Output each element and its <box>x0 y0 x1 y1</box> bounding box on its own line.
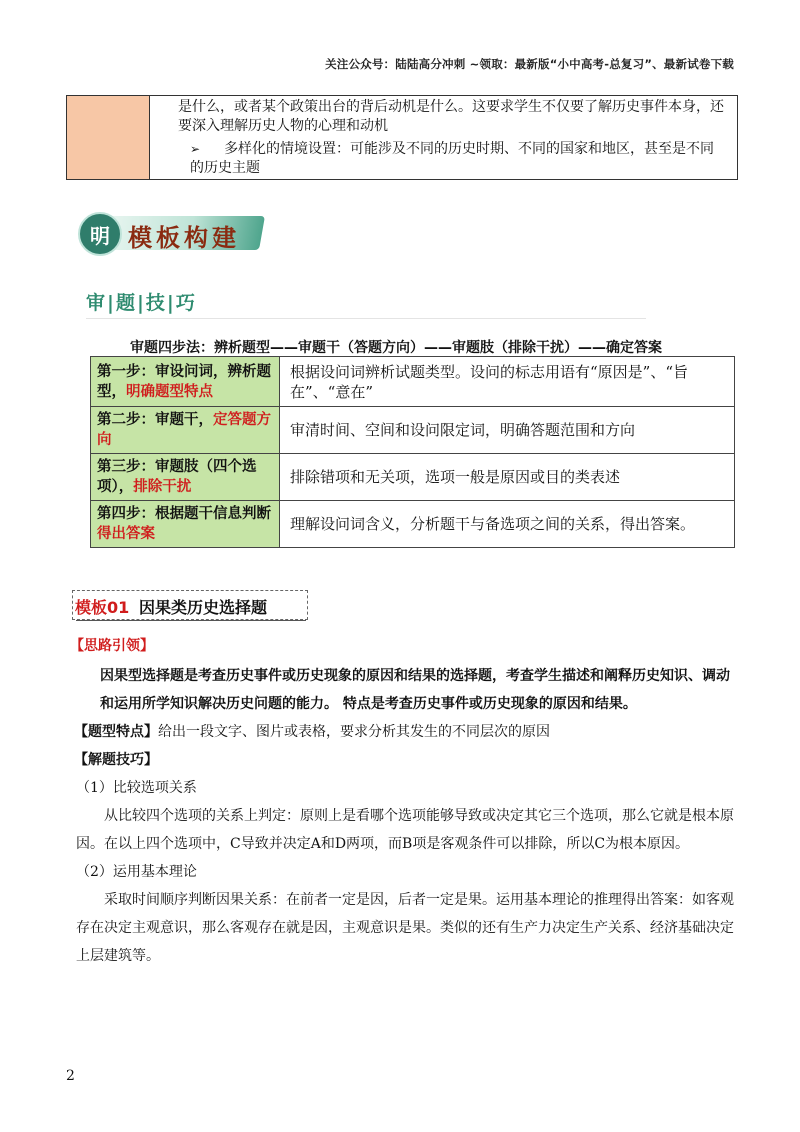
subtext-1: 从比较四个选项的关系上判定：原则上是看哪个选项能够导致或决定其它三个选项，那么它就是根本原因。在以上四个选项中，C导致并决定A和D两项，而B项是客观条件可以排除，所以C为根本原因。 <box>76 808 734 852</box>
continuation-label-cell <box>67 96 150 179</box>
idea-paragraph: 因果型选择题是考查历史事件或历史现象的原因和结果的选择题，考查学生描述和阐释历史知识、调动和运用所学知识解决历史问题的能力。 特点是考查历史事件或历史现象的原因和结果。 <box>100 668 730 712</box>
step-label: 第四步：根据题干信息判断得出答案 <box>91 501 280 548</box>
step-description: 排除错项和无关项，选项一般是原因或目的类表述 <box>280 454 735 501</box>
page-number: 2 <box>66 1068 75 1084</box>
bullet-text: 多样化的情境设置：可能涉及不同的历史时期、不同的国家和地区，甚至是不同的历史主题 <box>190 141 715 176</box>
step-label: 第二步：审题干，定答题方向 <box>91 407 280 454</box>
table-row <box>91 501 735 548</box>
continuation-table <box>66 95 738 180</box>
idea-heading: 【思路引领】 <box>70 638 154 654</box>
step-description: 理解设问词含义，分析题干与备选项之间的关系，得出答案。 <box>280 501 735 548</box>
feature-line <box>74 718 736 746</box>
steps-table <box>90 356 735 548</box>
template-tag: 模板01 <box>75 598 130 617</box>
step-description: 根据设问词辨析试题类型。设问的标志用语有“原因是”、“旨在”、“意在” <box>280 357 735 407</box>
step-label: 第一步：审设问词，辨析题型，明确题型特点 <box>91 357 280 407</box>
skill-heading: 审|题|技|巧 <box>86 292 197 314</box>
skill-label: 【解题技巧】 <box>74 752 158 768</box>
step-label: 第三步：审题肢（四个选项），排除干扰 <box>91 454 280 501</box>
divider <box>86 318 646 319</box>
subtext-2: 采取时间顺序判断因果关系：在前者一定是因，后者一定是果。运用基本理论的推理得出答案：如客观存在决定主观意识，那么客观存在就是因，主观意识是果。类似的还有生产力决定生产关系、经济基础决定上层建筑等。 <box>76 892 734 964</box>
subheading-2: （2）运用基本理论 <box>76 864 197 880</box>
step-description: 审清时间、空间和设问限定词，明确答题范围和方向 <box>280 407 735 454</box>
continuation-bullet <box>178 140 725 178</box>
feature-label: 【题型特点】 <box>74 724 158 740</box>
template-build-banner <box>78 208 263 256</box>
table-row <box>91 357 735 407</box>
banner-emblem-icon: 明 <box>78 212 122 256</box>
subheading-1: （1）比较选项关系 <box>76 780 197 796</box>
template-title: 因果类历史选择题 <box>139 598 268 617</box>
template-01-heading <box>72 590 308 620</box>
header-note: 关注公众号：陆陆高分冲刺 ~领取：最新版“小中高考-总复习”、最新试卷下载 <box>325 57 734 71</box>
continuation-content-cell <box>150 96 737 179</box>
arrow-bullet-icon: ➢ <box>190 142 201 156</box>
method-title: 审题四步法：辨析题型——审题干（答题方向）——审题肢（排除干扰）——确定答案 <box>130 340 662 356</box>
table-row <box>91 454 735 501</box>
feature-text: 给出一段文字、图片或表格，要求分析其发生的不同层次的原因 <box>158 724 550 740</box>
banner-title: 模板构建 <box>128 223 240 252</box>
template-01-body <box>66 632 736 970</box>
table-row <box>91 407 735 454</box>
continuation-text: 是什么，或者某个政策出台的背后动机是什么。这要求学生不仅要了解历史事件本身，还要深入理解历史人物的心理和动机 <box>178 99 724 134</box>
